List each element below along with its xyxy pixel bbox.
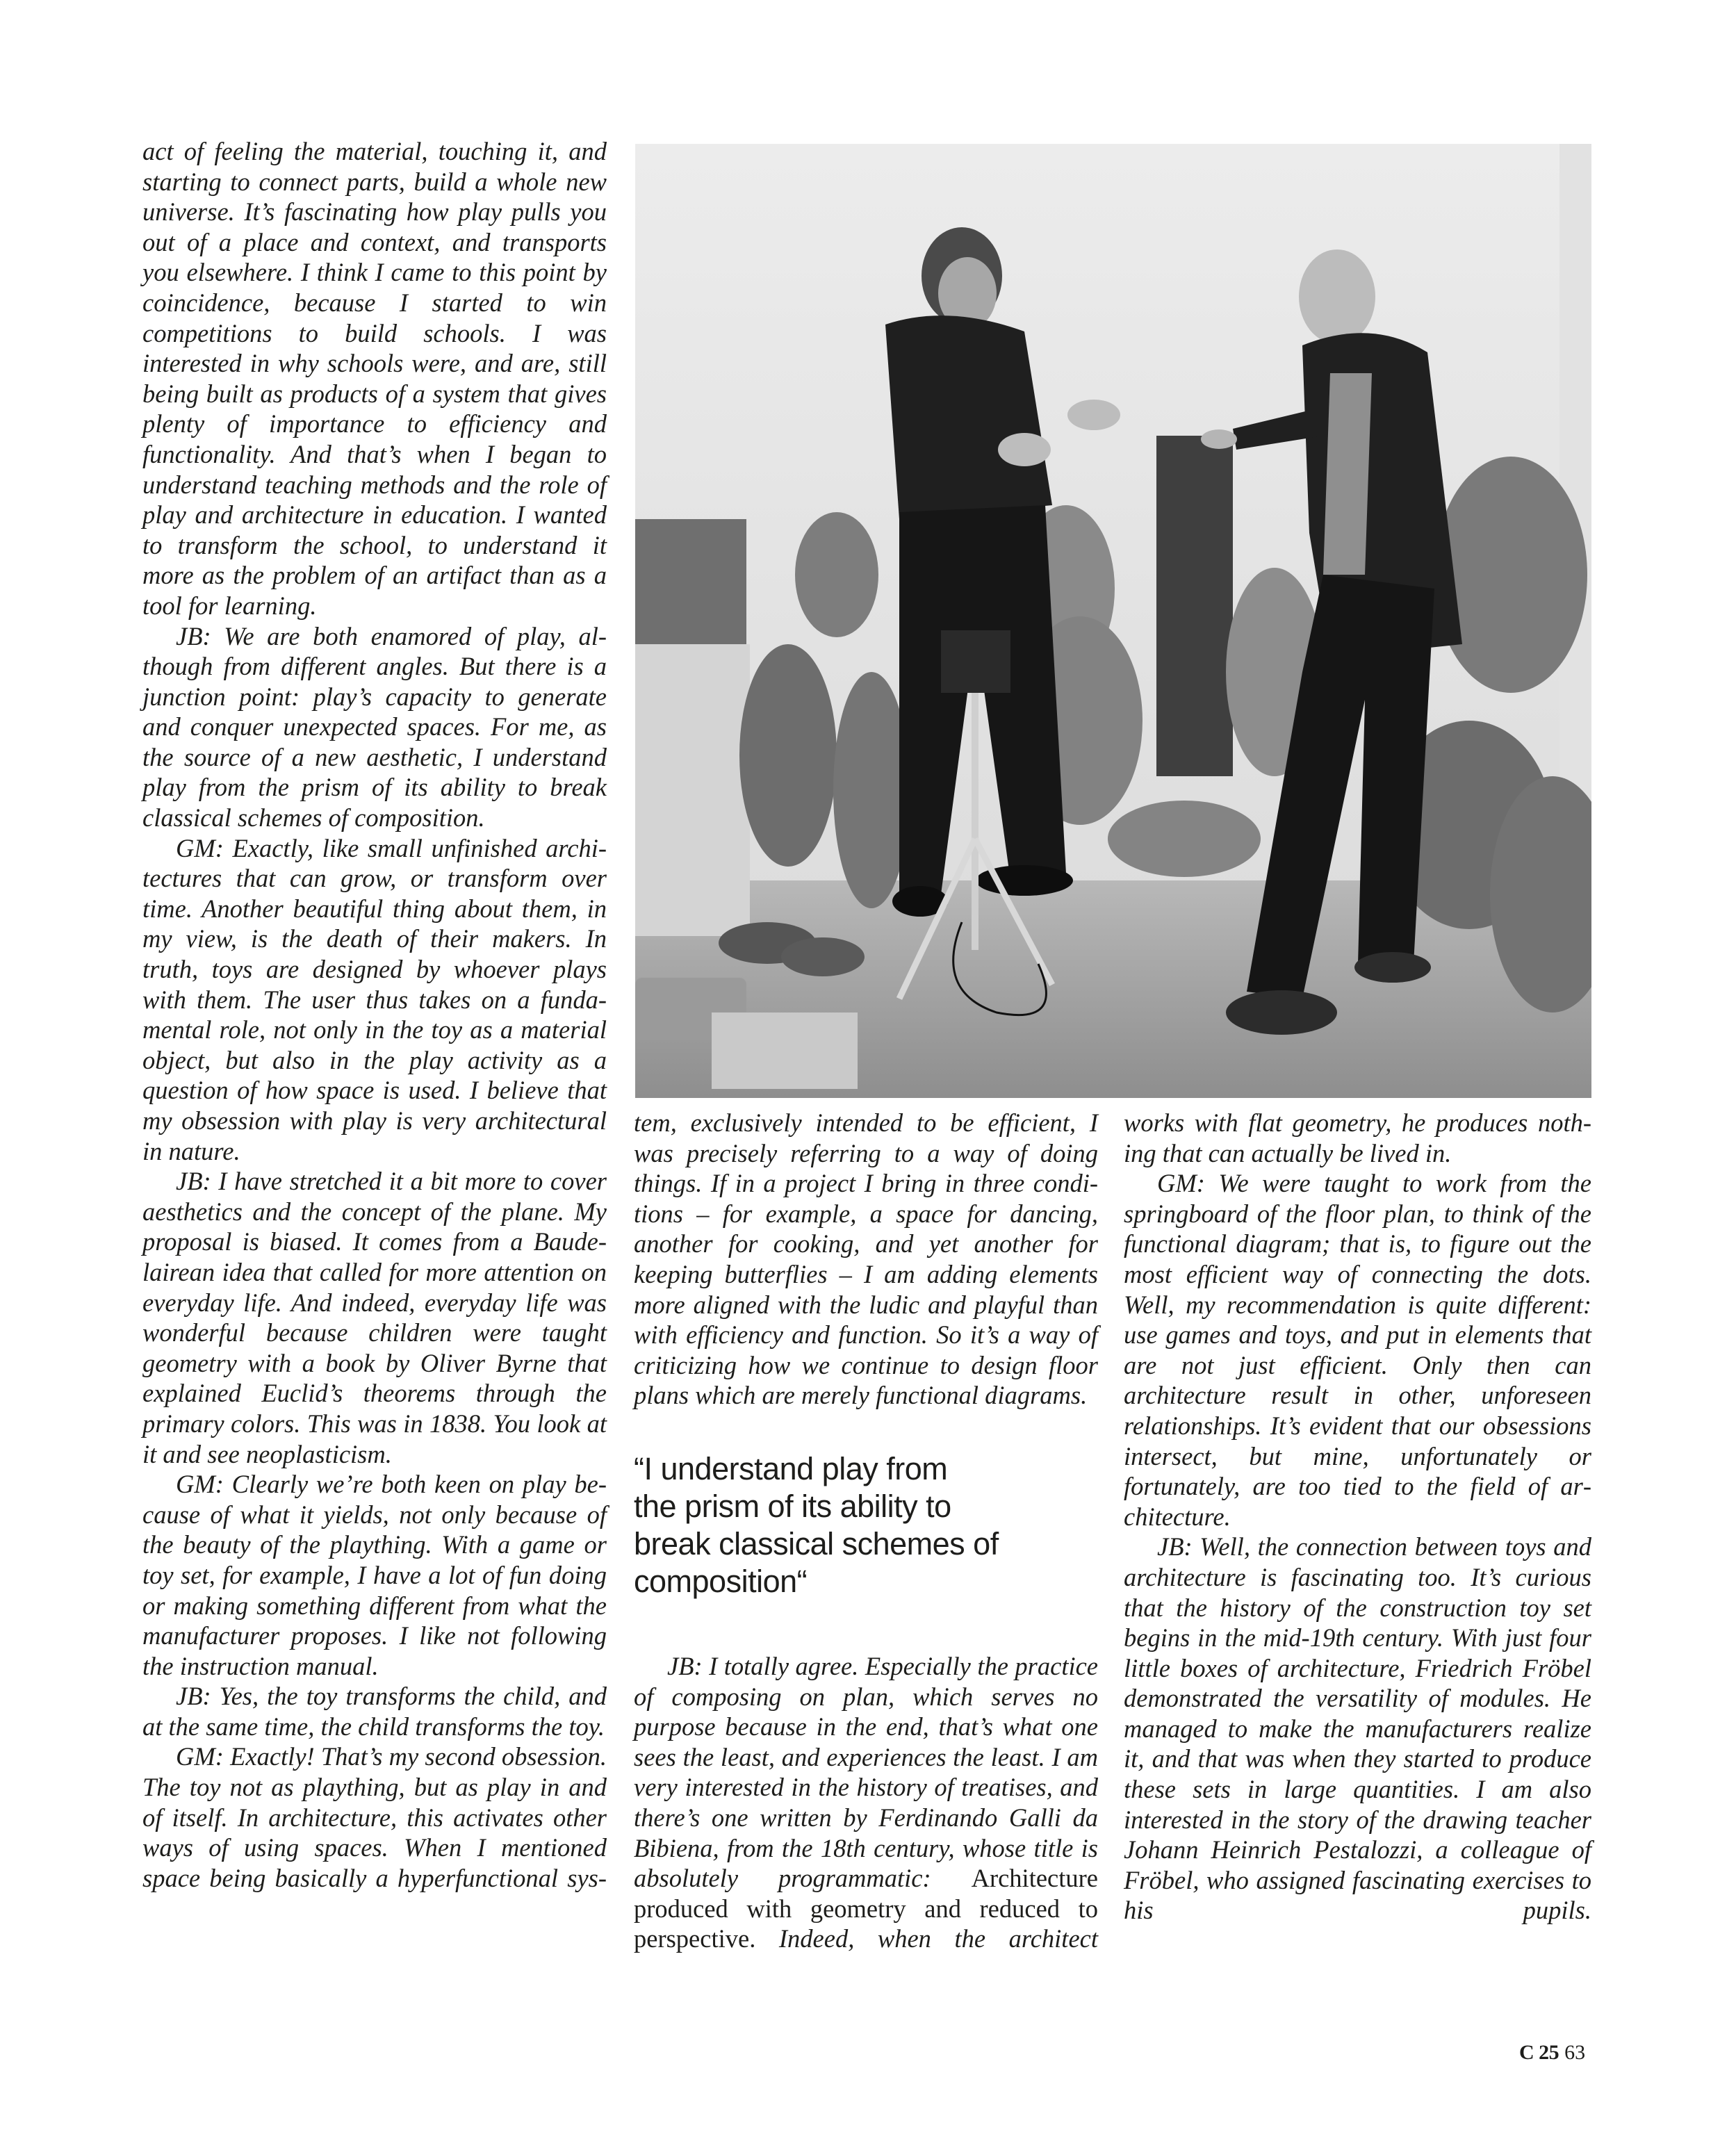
article-column-middle-top xyxy=(634,1108,1098,1411)
paragraph-text: I totally agree. Especially the practice of composing on plan, which serves no purpose because in the end, that’s what one sees the least, and experiences the least. I am very interested in the history of treatises, and there’s one written by Ferdinando Galli da Bibiena, from the 18th century, whose title is absolutely programmatic: xyxy=(634,1652,1098,1893)
speaker-label: GM: xyxy=(176,1742,224,1771)
paragraph xyxy=(142,1469,607,1681)
paragraph xyxy=(1124,1168,1591,1532)
speaker-label: JB: xyxy=(176,1682,211,1711)
paragraph-text: Indeed, when the architect xyxy=(755,1924,1098,1953)
paragraph xyxy=(634,1651,1098,1954)
page-number: 63 xyxy=(1564,2041,1586,2064)
paragraph-text: I have stretched it a bit more to cover aesthetics and the concept of the plane. My proposal is biased. It comes from a Baudelairean idea that called for more attention on everyday life. And indeed, everyday life was wonderful because children were taught geometry with a book by Oliver Byrne that explained Euclid’s theorems through the primary colors. This was in 1838. You look at it and see neoplasticism. xyxy=(142,1167,607,1468)
paragraph xyxy=(1124,1108,1591,1168)
treatise-title: Architecture produced with geometry and reduced to perspective. xyxy=(634,1864,1098,1953)
speaker-label: JB: xyxy=(667,1652,703,1680)
paragraph-text: Exactly! That’s my second obsession. The toy not as plaything, but as play in and of itself. In architecture, this activates other ways of using spaces. When I mentioned space being basically a hyperfunctional sys- xyxy=(142,1742,607,1892)
photo-illustration xyxy=(635,144,1591,1098)
paragraph xyxy=(142,1681,607,1741)
magazine-code: C 25 xyxy=(1519,2041,1559,2064)
speaker-label: GM: xyxy=(1157,1169,1205,1198)
article-column-middle-bottom xyxy=(634,1651,1098,1954)
paragraph xyxy=(1124,1532,1591,1926)
paragraph-text: We were taught to work from the springboard of the floor plan, to think of the functional diagram; that is, to figure out the most efficient way of connecting the dots. Well, my recommendation is quite different: use games and toys, and put in elements that are not just efficient. Only then can architecture result in other, unforeseen relationships. It’s evident that our obsessions intersect, but mine, unfortunately or fortunately, are too tied to the field of architecture. xyxy=(1124,1169,1591,1531)
pull-quote-line: break classical schemes of xyxy=(634,1526,999,1561)
speaker-label: JB: xyxy=(1157,1532,1193,1561)
paragraph xyxy=(142,136,607,621)
paragraph xyxy=(142,1741,607,1893)
studio-photo xyxy=(635,144,1591,1098)
paragraph-text: act of feeling the material, touching it, and starting to connect parts, build a whole new universe. It’s fascinating how play pulls you out of a place and context, and transports you elsewhere. I think I came to this point by coincidence, because I started to win competitions to build schools. I was interested in why schools were, and are, still being built as products of a system that gives plenty of importance to efficiency and functionality. And that’s when I began to understand teaching methods and the role of play and architecture in education. I wanted to transform the school, to understand it more as the problem of an artifact than as a tool for learning. xyxy=(142,137,607,620)
speaker-label: JB: xyxy=(176,1167,211,1196)
paragraph xyxy=(142,1166,607,1469)
paragraph-text: Well, the connection between toys and architecture is fascinating too. It’s curious that the history of the construction toy set begins in the mid-19th century. With just four little boxes of architecture, Friedrich Fröbel demonstrated the versatility of modules. He managed to make the manufacturers realize it, and that was when they started to produce these sets in large quantities. I am also interested in the story of the drawing teacher Johann Heinrich Pestalozzi, a colleague of Fröbel, who assigned fascinating exercises to his pupils. xyxy=(1124,1532,1591,1925)
page-folio xyxy=(1519,2041,1585,2065)
paragraph xyxy=(142,833,607,1167)
paragraph-text: Yes, the toy transforms the child, and at the same time, the child transforms the toy. xyxy=(142,1682,607,1741)
pull-quote xyxy=(634,1450,1079,1600)
article-column-right xyxy=(1124,1108,1591,1926)
pull-quote-line: composition“ xyxy=(634,1564,808,1599)
pull-quote-line: “I understand play from xyxy=(634,1451,948,1486)
paragraph-text: Exactly, like small unfinished architectures that can grow, or transform over time. Another beautiful thing about them, in my view, is the death of their makers. In truth, toys are designed by whoever plays with them. The user thus takes on a fundamental role, not only in the toy as a material object, but also in the play activity as a question of how space is used. I believe that my obsession with play is very architectural in nature. xyxy=(142,833,607,1165)
paragraph-text: works with flat geometry, he produces nothing that can actually be lived in. xyxy=(1124,1108,1591,1167)
speaker-label: GM: xyxy=(176,833,224,862)
speaker-label: JB: xyxy=(176,621,211,650)
article-column-left xyxy=(142,136,607,1893)
paragraph-text: Clearly we’re both keen on play because of what it yields, not only because of the beauty of the plaything. With a game or toy set, for example, I have a lot of fun doing or making something different from what the manufacturer proposes. I like not following the instruction manual. xyxy=(142,1470,607,1680)
speaker-label: GM: xyxy=(176,1470,224,1499)
paragraph xyxy=(142,621,607,833)
paragraph-text: tem, exclusively intended to be efficient, I was precisely referring to a way of doing things. If in a project I bring in three conditions – for example, a space for dancing, another for cooking, and yet another for keeping butterflies – I am adding elements more aligned with the ludic and playful than with efficiency and function. So it’s a way of criticizing how we continue to design floor plans which are merely functional diagrams. xyxy=(634,1108,1098,1410)
paragraph xyxy=(634,1108,1098,1411)
pull-quote-line: the prism of its ability to xyxy=(634,1489,951,1524)
paragraph-text: We are both enamored of play, although from different angles. But there is a junction point: play’s capacity to generate and conquer unexpected spaces. For me, as the source of a new aesthetic, I understand play from the prism of its ability to break classical schemes of composition. xyxy=(142,621,607,833)
